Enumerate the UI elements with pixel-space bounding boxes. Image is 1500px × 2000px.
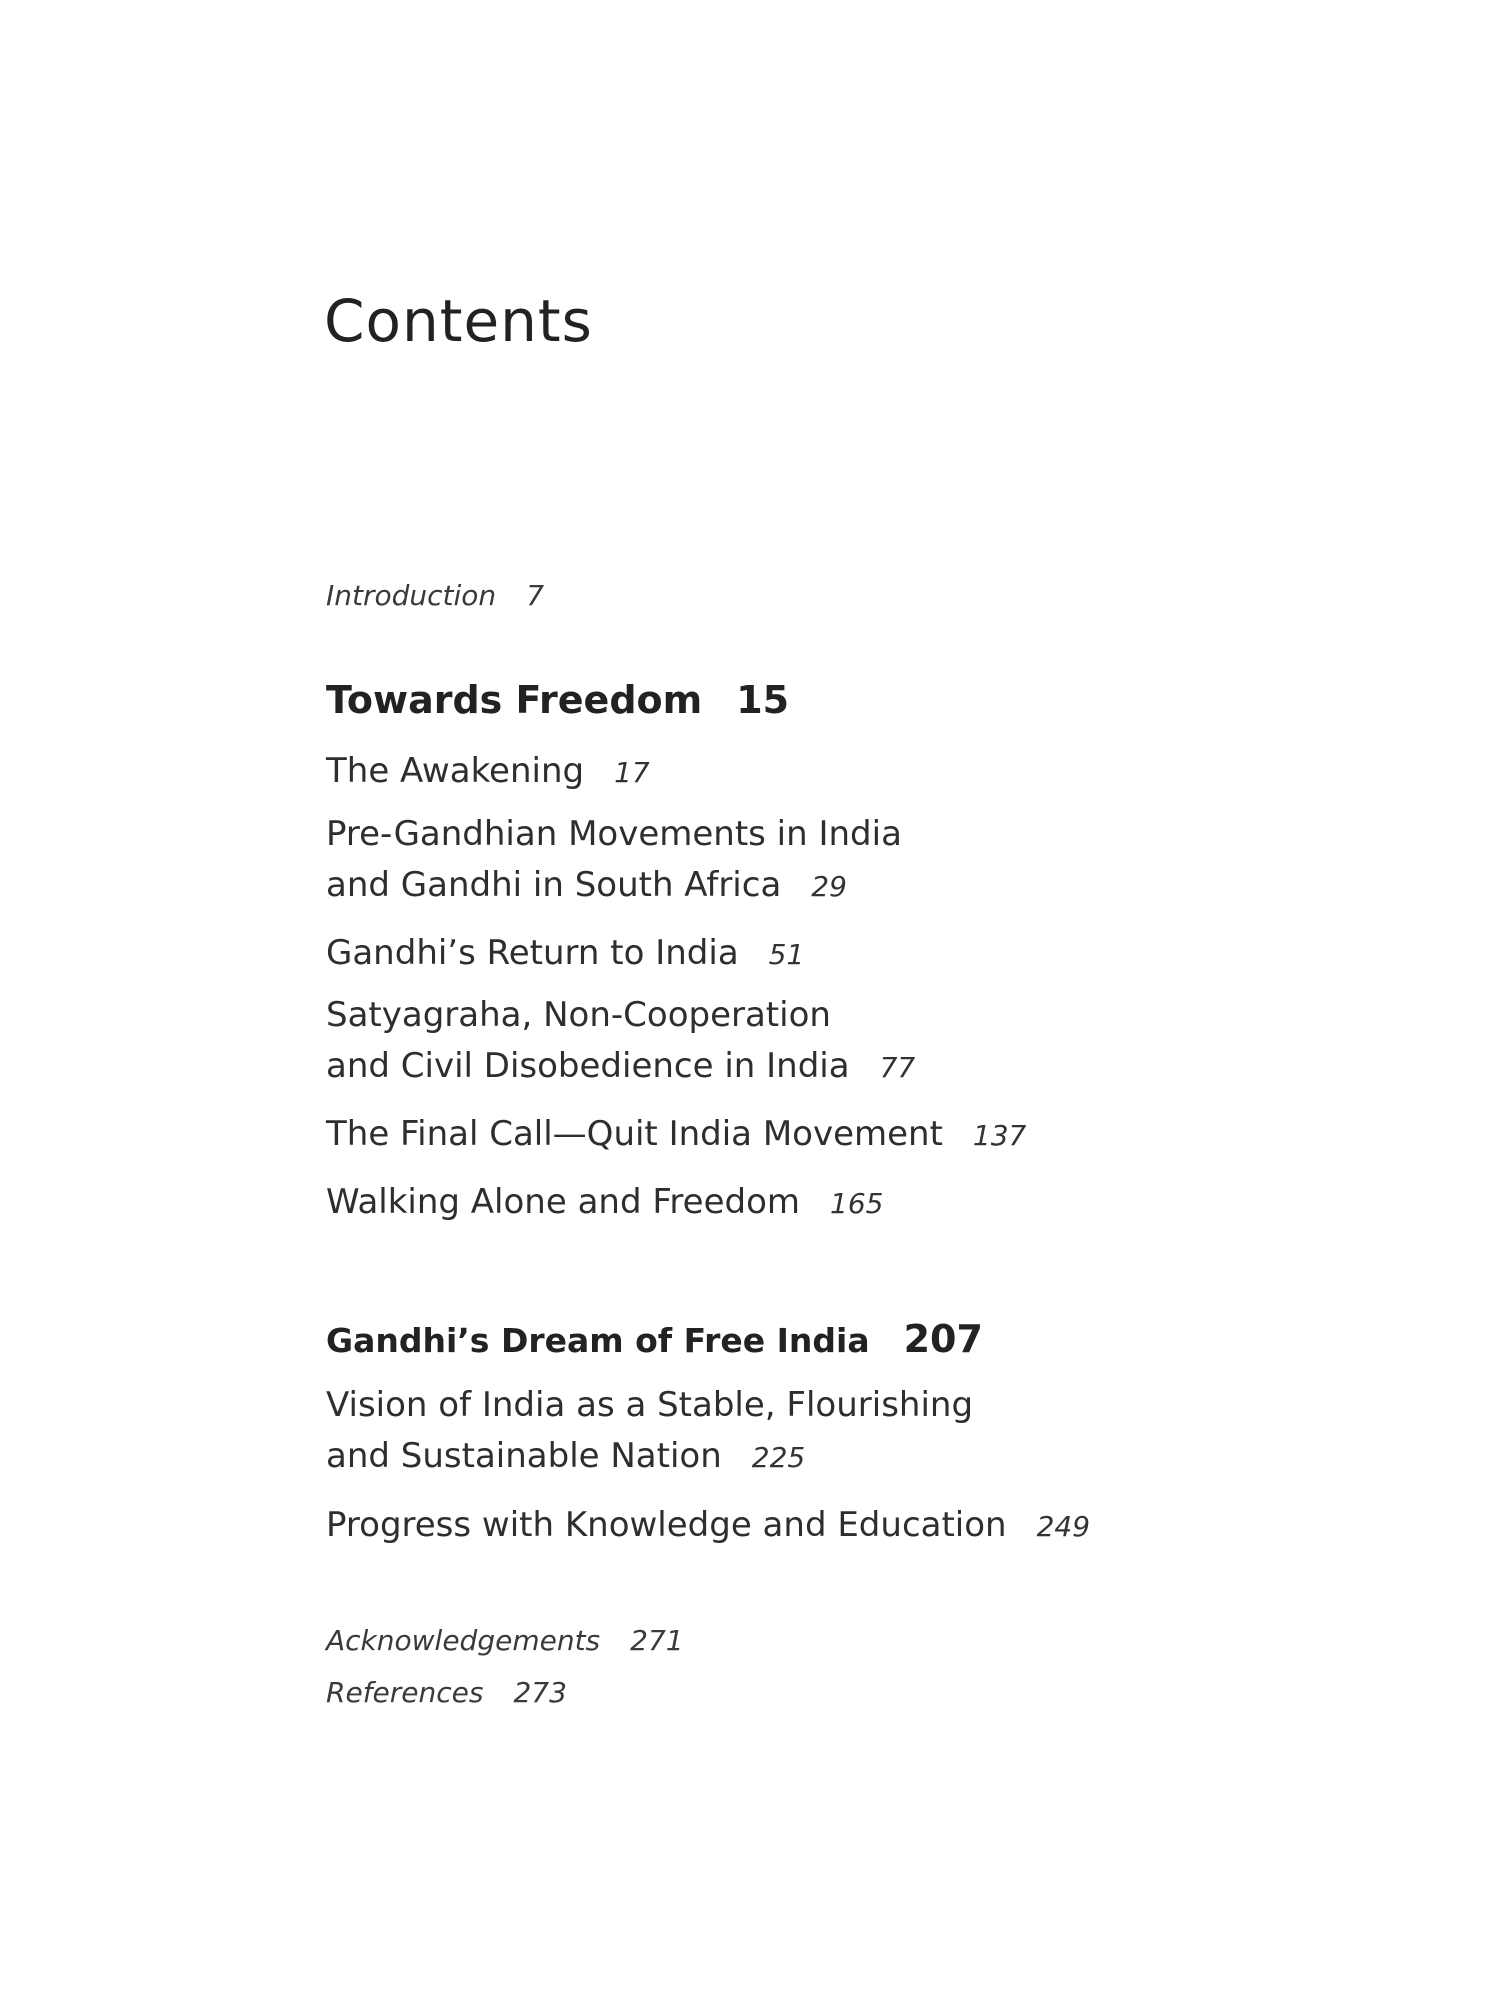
toc-page-number: 165 [830, 1187, 884, 1220]
toc-chapter[interactable] [326, 1109, 1026, 1161]
toc-part-towards-freedom[interactable] [326, 678, 790, 722]
toc-chapter[interactable] [326, 928, 804, 980]
toc-chapter-line: and Sustainable Nation [326, 1436, 722, 1476]
toc-page-number: 273 [513, 1676, 567, 1709]
toc-entry-label: Introduction [326, 579, 497, 612]
toc-chapter[interactable] [326, 1380, 973, 1483]
page-title: Contents [324, 287, 593, 355]
toc-part-title: Towards Freedom [326, 678, 703, 722]
toc-page-number: 17 [614, 756, 650, 789]
toc-chapter-line: The Final Call—Quit India Movement [326, 1114, 943, 1154]
toc-page-number: 249 [1036, 1510, 1091, 1543]
toc-page-number: 77 [879, 1051, 916, 1084]
toc-entry-label: References [326, 1676, 484, 1709]
toc-page-number: 137 [972, 1119, 1027, 1152]
toc-page-number: 271 [630, 1624, 684, 1657]
toc-page-number: 225 [751, 1441, 806, 1474]
toc-chapter-line: Gandhi’s Return to India [326, 933, 739, 973]
toc-chapter[interactable] [326, 1500, 1090, 1552]
toc-entry-introduction[interactable] [326, 579, 545, 612]
toc-entry-references[interactable] [326, 1676, 567, 1709]
toc-part-gandhis-dream[interactable] [326, 1317, 983, 1361]
toc-chapter-line: Progress with Knowledge and Education [326, 1505, 1007, 1545]
toc-chapter[interactable] [326, 809, 902, 912]
toc-chapter-line: Pre-Gandhian Movements in India [326, 814, 902, 854]
toc-page-number: 29 [811, 870, 847, 903]
toc-chapter[interactable] [326, 990, 915, 1093]
toc-chapter-line: and Civil Disobedience in India [326, 1046, 850, 1086]
toc-part-title: Gandhi’s Dream of Free India [326, 1321, 870, 1360]
toc-chapter-line: Walking Alone and Freedom [326, 1182, 801, 1222]
toc-page-number: 15 [736, 678, 790, 722]
toc-page-number: 51 [768, 938, 805, 971]
toc-chapter-line: and Gandhi in South Africa [326, 865, 782, 905]
toc-chapter-line: Satyagraha, Non-Cooperation [326, 995, 831, 1035]
toc-entry-label: Acknowledgements [326, 1624, 601, 1657]
toc-chapter[interactable] [326, 1177, 883, 1229]
toc-page-number: 7 [526, 579, 545, 612]
toc-entry-acknowledgements[interactable] [326, 1624, 684, 1657]
toc-page-number: 207 [903, 1317, 983, 1361]
toc-chapter[interactable] [326, 746, 650, 798]
toc-chapter-line: Vision of India as a Stable, Flourishing [326, 1385, 974, 1425]
toc-chapter-line: The Awakening [326, 751, 585, 791]
